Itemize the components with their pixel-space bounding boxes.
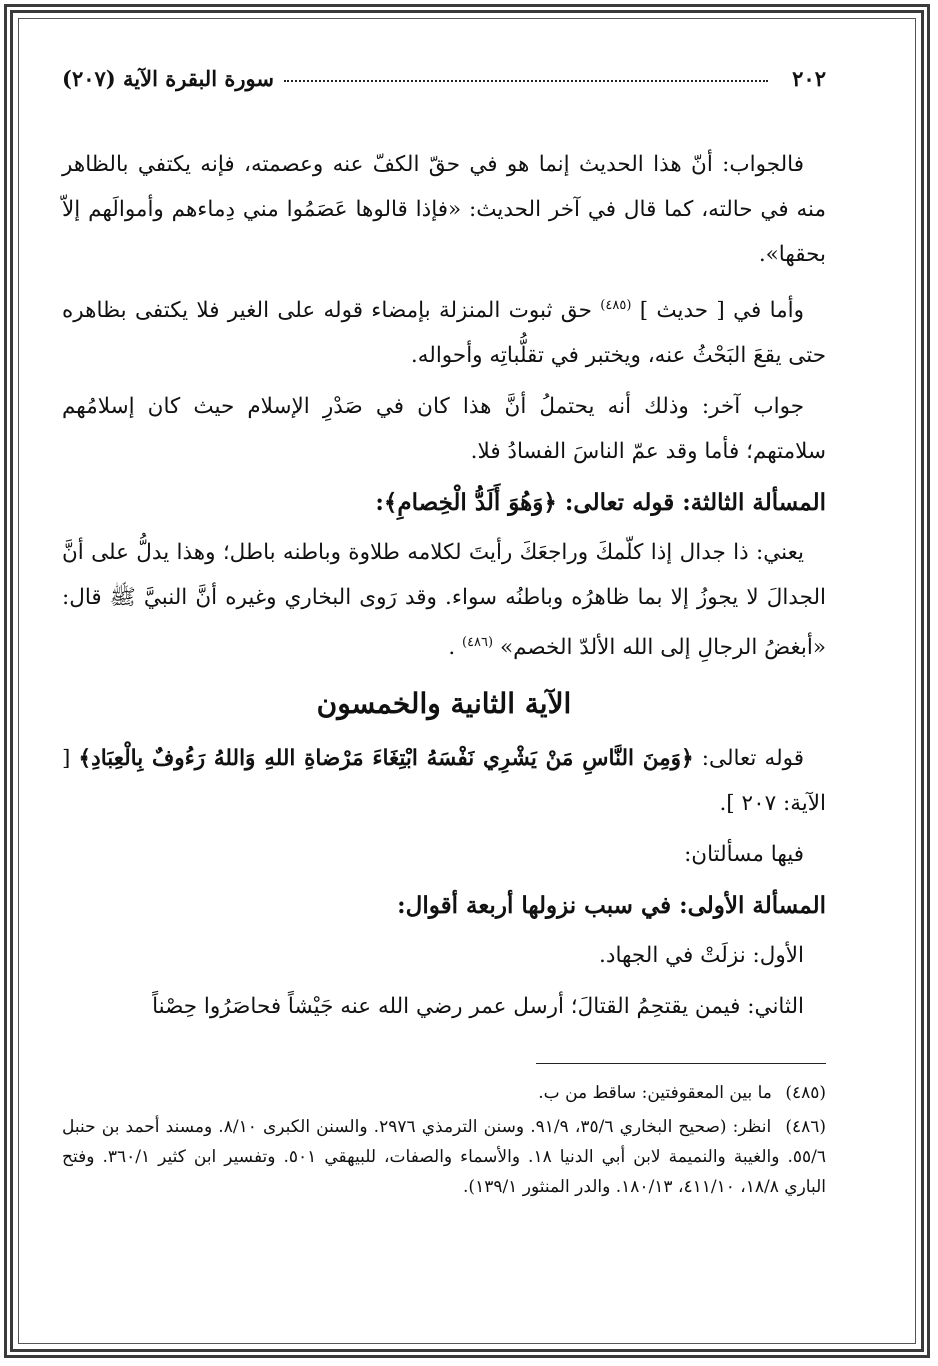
paragraph-another-answer: جواب آخر: وذلك أنه يحتملُ أنَّ هذا كان في صَدْرِ الإسلام حيث كان إسلامُهم سلامتهم؛ فأما وقد عمّ الناسَ الفسادُ فلا.: [62, 394, 826, 465]
paragraph-first-opinion: الأول: نزلَتْ في الجهاد.: [599, 943, 804, 969]
footnote-ref-486: (٤٨٦): [462, 635, 494, 651]
footnote-485-number: (٤٨٥): [785, 1083, 826, 1104]
paragraph-verse: [62, 736, 826, 826]
heading-third-issue: [62, 480, 826, 526]
paragraph-two-issues: فيها مسألتان:: [684, 842, 804, 868]
heading-third-issue-verse: ﴿وَهُوَ أَلَدُّ الْخِصامِ﴾:: [375, 489, 557, 517]
footnote-divider: [536, 1063, 826, 1064]
paragraph-hadith-rest: حق ثبوت المنزلة بإمضاء قوله على الغير فلا يكتفى بظاهره حتى يقعَ البَحْثُ عنه، ويختبر في تقلُّباتِه وأحواله.: [62, 298, 826, 369]
paragraph-second-opinion: الثاني: فيمن يقتحِمُ القتالَ؛ أرسل عمر رضي الله عنه جَيْشاً فحاصَرُوا حِصْناً: [152, 994, 804, 1020]
heading-first-issue: المسألة الأولى: في سبب نزولها أربعة أقوال:: [397, 892, 826, 920]
footnote-485-text: ما بين المعقوفتين: ساقط من ب.: [538, 1083, 772, 1104]
paragraph-hadith: [62, 283, 826, 378]
book-page: [62, 58, 826, 1206]
running-title: سورة البقرة الآية (٢٠٧): [62, 65, 274, 91]
paragraph-verse-label: قوله تعالى:: [701, 746, 804, 772]
verse-reference: [ الآية: ٢٠٧ ].: [62, 746, 826, 817]
paragraph-answer: فالجواب: أنّ هذا الحديث إنما هو في حقّ الكفّ عنه وعصمته، فإنه يكتفي بالظاهر منه في حالته، كما قال في آخر الحديث: «فإذا قالوها عَصَمُوا مني دِماءهم وأموالَهم إلاّ بحقها».: [62, 152, 826, 267]
heading-third-issue-label: المسألة الثالثة: قوله تعالى:: [564, 489, 826, 517]
section-title: الآية الثانية والخمسون: [316, 687, 572, 721]
paragraph-meaning-text: يعني: ذا جدال إذا كلّمكَ وراجعَكَ رأيتَ لكلامه طلاوة وباطنه باطل؛ وهذا يدلُّ على أنَّ الجدالَ لا يجوزُ إلا بما ظاهرُه وباطنُه سواء. وقد رَوى البخاري وغيره أنَّ النبيَّ ﷺ قال: «أبغضُ الرجالِ إلى الله الألدّ الخصم»: [62, 540, 826, 661]
running-header: [62, 58, 826, 98]
verse-text: ﴿وَمِنَ النَّاسِ مَنْ يَشْرِي نَفْسَهُ ابْتِغَاءَ مَرْضاةِ اللهِ وَاللهُ رَءُوفٌ بِالْعِبَادِ﴾: [78, 746, 694, 772]
paragraph-meaning-end: .: [448, 635, 456, 661]
footnote-486-number: (٤٨٦): [785, 1117, 827, 1138]
paragraph-meaning: [62, 530, 826, 670]
footnote-486: [62, 1112, 826, 1202]
page-number: ٢٠٢: [792, 65, 826, 91]
footnote-486-text: انظر: (صحيح البخاري ٣٥/٦، ٩١/٩. وسنن الترمذي ٢٩٧٦. والسنن الكبرى ٨/١٠. ومسند أحمد بن حنبل ٥٥/٦. والغيبة والنميمة لابن أبي الدنيا ١٨. والأسماء والصفات، للبيهقي ٥٠١. وتفسير ابن كثير ٣٦٠/١. وفتح الباري ١٨/٨، ٤١١/١٠، ١٨٠/١٣. والدر المنثور ١٣٩/١).: [62, 1117, 826, 1198]
paragraph-hadith-start: وأما في [ حديث ]: [639, 298, 805, 324]
footnote-ref-485: (٤٨٥): [600, 298, 632, 313]
footnote-485: [62, 1078, 826, 1108]
main-text: [62, 142, 826, 1202]
header-leader-dots: [284, 70, 768, 82]
